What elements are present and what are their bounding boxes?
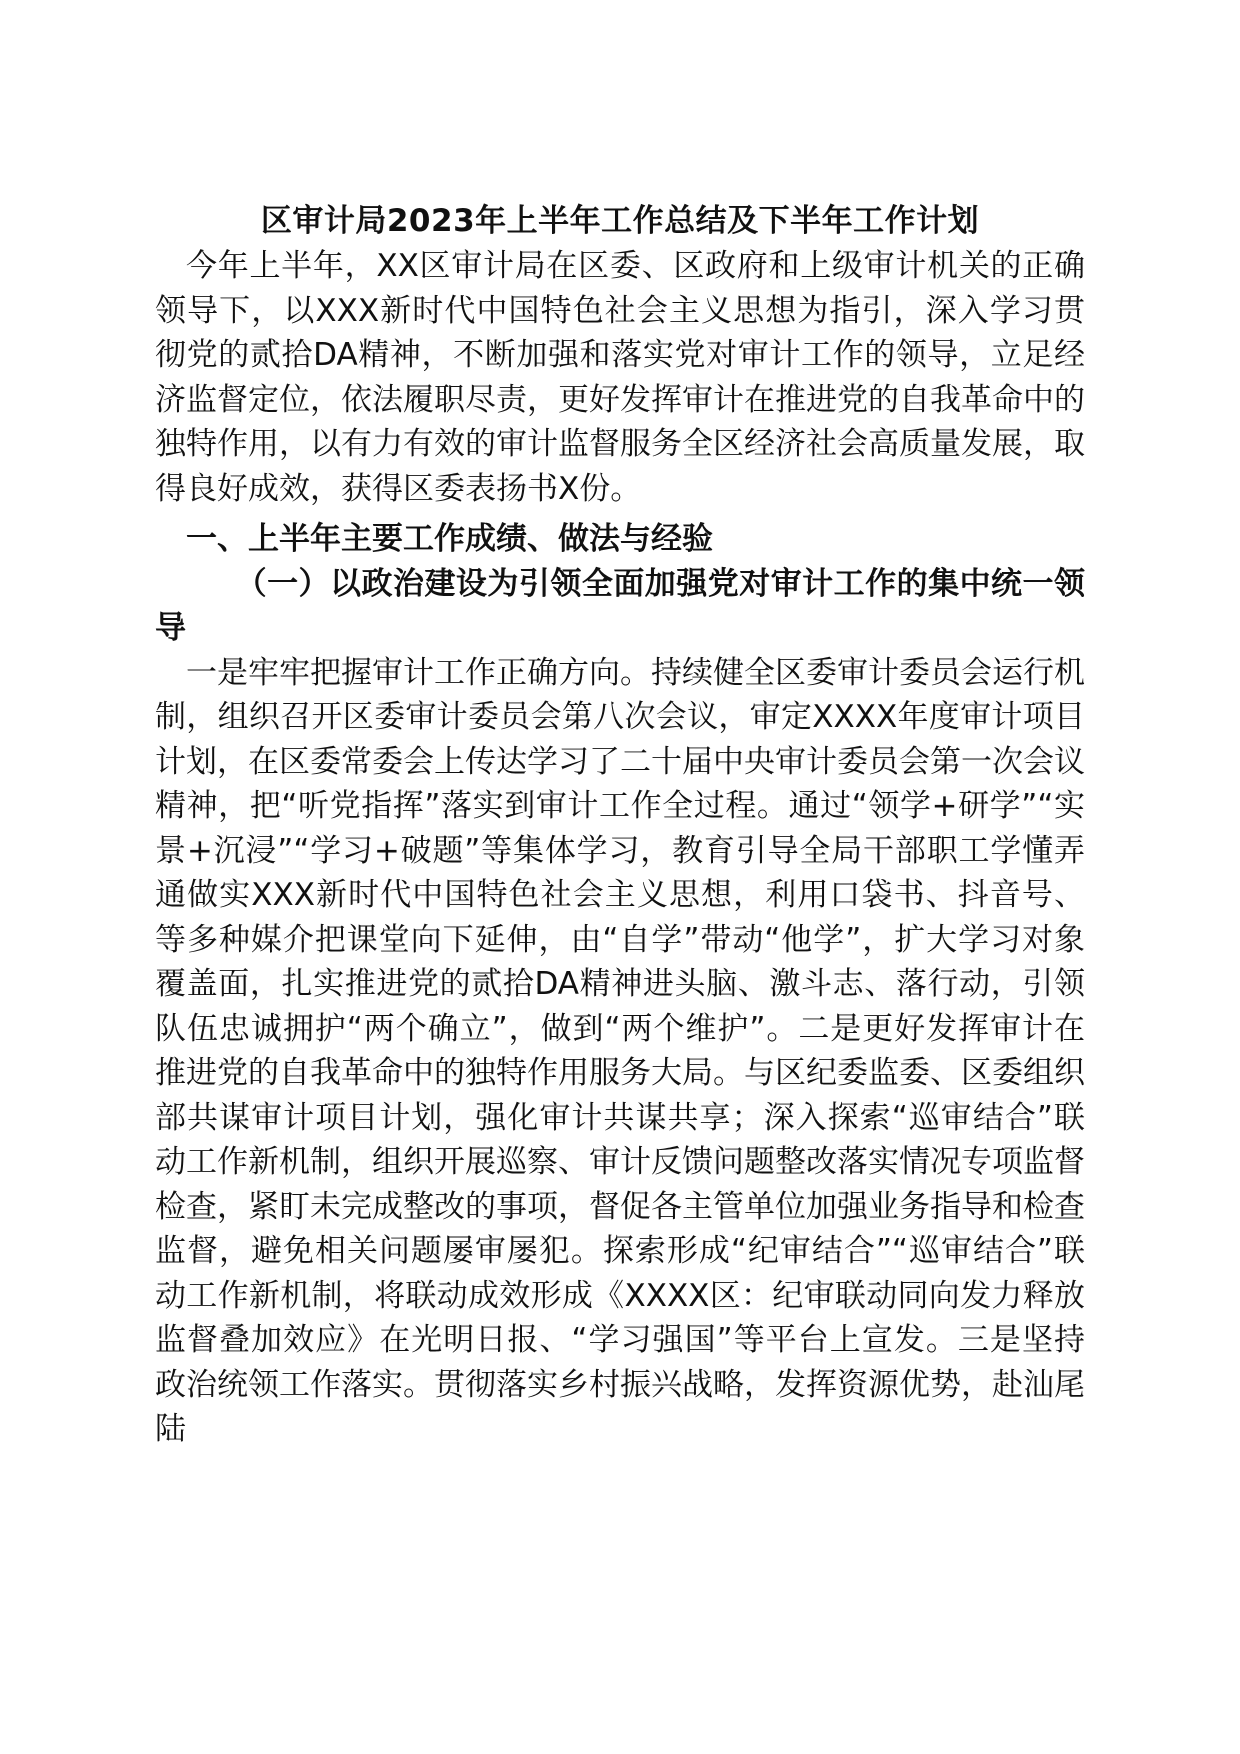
subsection-heading: （一）以政治建设为引领全面加强党对审计工作的集中统一领导 (155, 565, 1085, 646)
document-body (155, 198, 1085, 1452)
section-heading: 一、上半年主要工作成绩、做法与经验 (186, 521, 713, 557)
body-paragraph: 一是牢牢把握审计工作正确方向。持续健全区委审计委员会运行机制，组织召开区委审计委员会第八次会议，审定XXXX年度审计项目计划，在区委常委会上传达学习了二十届中央审计委员会第一次会议精神，把“听党指挥”落实到审计工作全过程。通过“领学+研学”“实景+沉浸”“学习+破题”等集体学习，教育引导全局干部职工学懂弄通做实XXX新时代中国特色社会主义思想，利用口袋书、抖音号、等多种媒介把课堂向下延伸，由“自学”带动“他学”，扩大学习对象覆盖面，扎实推进党的贰拾DA精神进头脑、激斗志、落行动，引领队伍忠诚拥护“两个确立”，做到“两个维护”。二是更好发挥审计在推进党的自我革命中的独特作用服务大局。与区纪委监委、区委组织部共谋审计项目计划，强化审计共谋共享；深入探索“巡审结合”联动工作新机制，组织开展巡察、审计反馈问题整改落实情况专项监督检查，紧盯未完成整改的事项，督促各主管单位加强业务指导和检查监督，避免相关问题屡审屡犯。探索形成“纪审结合”“巡审结合”联动工作新机制，将联动成效形成《XXXX区：纪审联动同向发力释放监督叠加效应》在光明日报、“学习强国”等平台上宣发。三是坚持政治统领工作落实。贯彻落实乡村振兴战略，发挥资源优势，赴汕尾陆 (155, 654, 1085, 1447)
intro-paragraph: 今年上半年，XX区审计局在区委、区政府和上级审计机关的正确领导下，以XXX新时代中国特色社会主义思想为指引，深入学习贯彻党的贰拾DA精神，不断加强和落实党对审计工作的领导，立足经济监督定位，依法履职尽责，更好发挥审计在推进党的自我革命中的独特作用，以有力有效的审计监督服务全区经济社会高质量发展，取得良好成效，获得区委表扬书X份。 (155, 248, 1085, 507)
document-title: 区审计局2023年上半年工作总结及下半年工作计划 (260, 203, 980, 239)
